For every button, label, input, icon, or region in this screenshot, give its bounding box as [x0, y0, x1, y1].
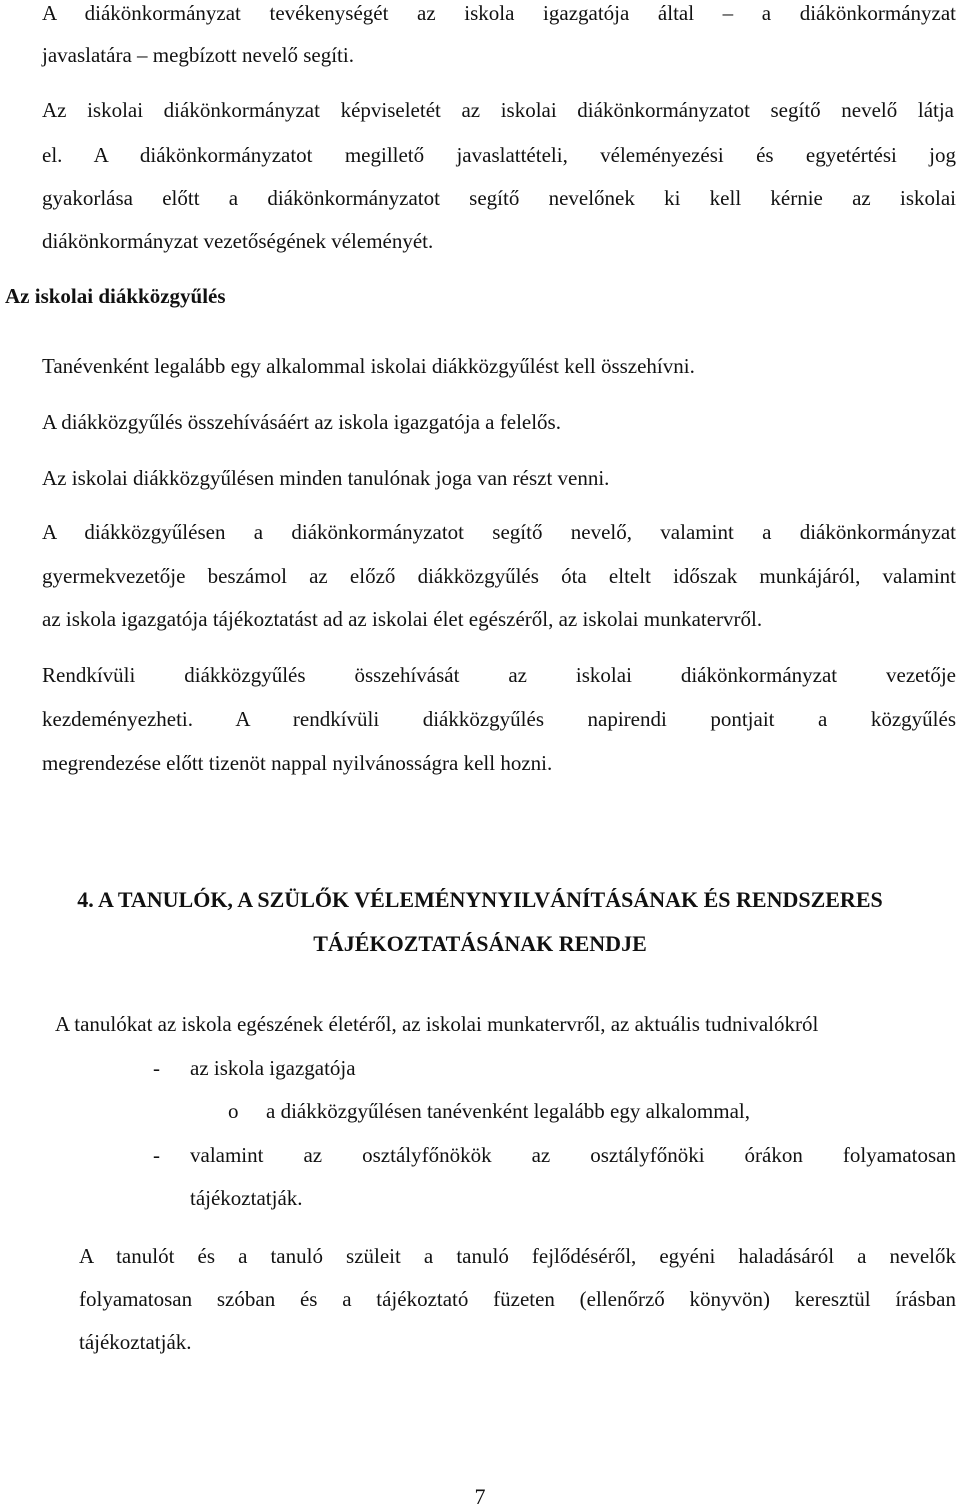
paragraph-line: A diákközgyűlésen a diákönkormányzatot segítő nevelő, valamint a diákönkormányzat — [42, 522, 956, 544]
chapter-title: 4. A TANULÓK, A SZÜLŐK VÉLEMÉNYNYILVÁNÍTÁSÁNAK ÉS RENDSZERES — [77, 887, 883, 912]
paragraph-line: Az iskolai diákönkormányzat képviseletét az iskolai diákönkormányzatot segítő nevelő látja — [42, 100, 954, 122]
paragraph-line: megrendezése előtt tizenöt nappal nyilvánosságra kell hozni. — [42, 751, 553, 775]
list-marker: - — [153, 1056, 160, 1080]
page-number: 7 — [474, 1484, 486, 1509]
paragraph-line: kezdeményezheti. A rendkívüli diákközgyűlés napirendi pontjait a közgyűlés — [42, 709, 956, 731]
paragraph-line: javaslatára – megbízott nevelő segíti. — [42, 43, 354, 67]
paragraph-line: diákönkormányzat vezetőségének véleményét. — [42, 229, 434, 253]
paragraph-line: az iskola igazgatója tájékoztatást ad az iskolai élet egészéről, az iskolai munkatervről. — [42, 607, 763, 631]
paragraph-line: gyakorlása előtt a diákönkormányzatot segítő nevelőnek ki kell kérnie az iskolai — [42, 188, 956, 210]
paragraph-line: A tanulókat az iskola egészének életéről, az iskolai munkatervről, az aktuális tudnivalókról — [55, 1012, 819, 1036]
list-marker: - — [153, 1143, 160, 1167]
paragraph-line: Rendkívüli diákközgyűlés összehívását az iskolai diákönkormányzat vezetője — [42, 665, 956, 687]
paragraph-line: folyamatosan szóban és a tájékoztató füzeten (ellenőrző könyvön) keresztül írásban — [79, 1289, 956, 1311]
paragraph-line: el. A diákönkormányzatot megillető javaslattételi, véleményezési és egyetértési jog — [42, 145, 956, 167]
chapter-title: TÁJÉKOZTATÁSÁNAK RENDJE — [313, 931, 647, 956]
list-item: az iskola igazgatója — [190, 1056, 356, 1080]
paragraph-line: A tanulót és a tanuló szüleit a tanuló fejlődéséről, egyéni haladásáról a nevelők — [79, 1246, 956, 1268]
sublist-item: a diákközgyűlésen tanévenként legalább egy alkalommal, — [266, 1099, 750, 1123]
list-item: tájékoztatják. — [190, 1186, 303, 1210]
paragraph-line: A diákönkormányzat tevékenységét az iskola igazgatója által – a diákönkormányzat — [42, 3, 956, 25]
paragraph-line: Tanévenként legalább egy alkalommal iskolai diákközgyűlést kell összehívni. — [42, 354, 695, 378]
paragraph-line: gyermekvezetője beszámol az előző diákközgyűlés óta eltelt időszak munkájáról, valamint — [42, 566, 956, 588]
paragraph-line: Az iskolai diákközgyűlésen minden tanulónak joga van részt venni. — [42, 466, 610, 490]
paragraph-line: A diákközgyűlés összehívásáért az iskola igazgatója a felelős. — [42, 410, 561, 434]
paragraph-line: tájékoztatják. — [79, 1330, 192, 1354]
list-item: valamint az osztályfőnökök az osztályfőnöki órákon folyamatosan — [190, 1145, 956, 1167]
section-heading: Az iskolai diákközgyűlés — [5, 284, 226, 308]
sublist-marker: o — [228, 1099, 239, 1123]
